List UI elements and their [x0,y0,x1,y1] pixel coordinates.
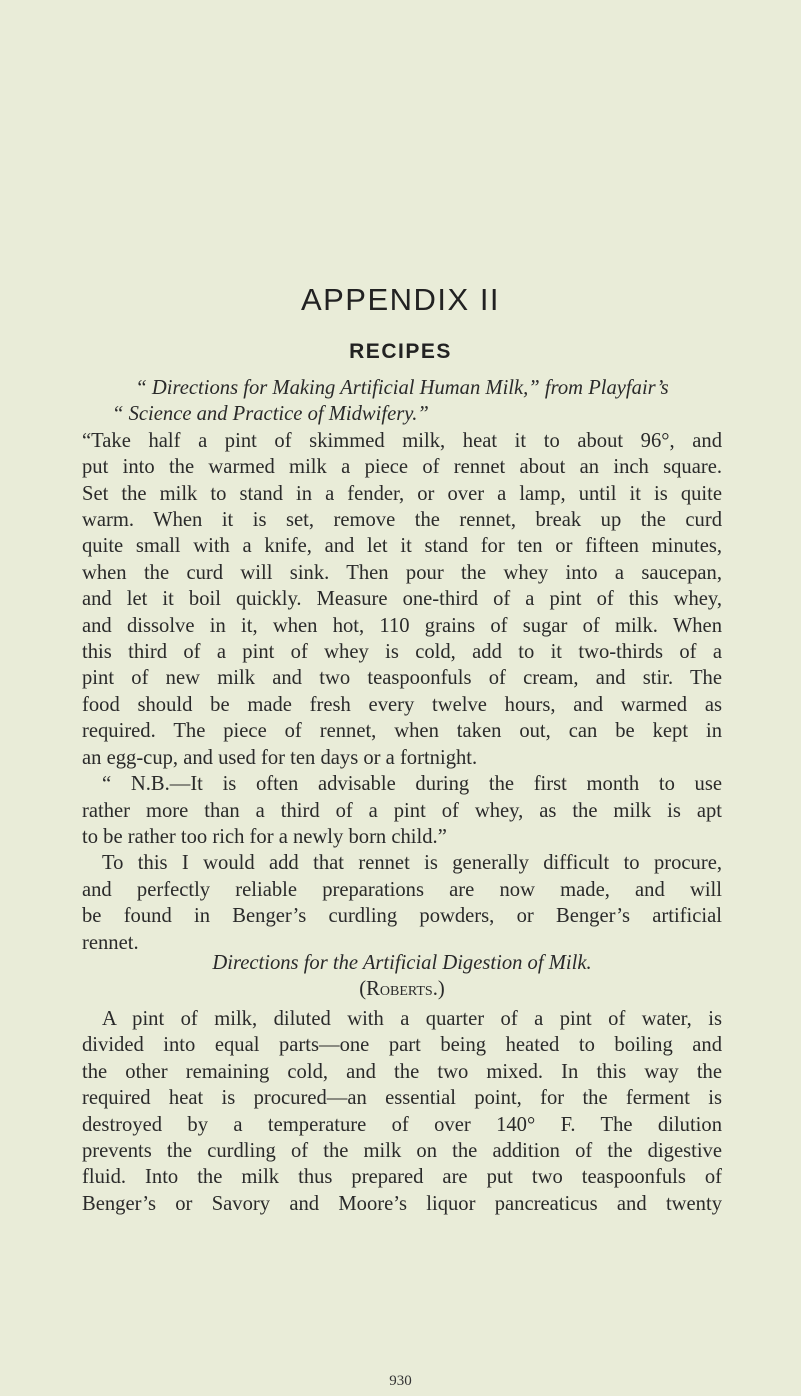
recipe-1-heading-line-1: “ Directions for Making Artificial Human Milk,” from Playfair’s [135,377,669,399]
recipe-2 [82,950,722,1003]
recipe-2-line: A pint of milk, diluted with a quarter of a pint of water, is [102,1008,722,1030]
recipe-2-line: Benger’s or Savory and Moore’s liquor pancreaticus and twenty [82,1192,722,1215]
recipe-1-line: quite small with a knife, and let it stand for ten or fifteen minutes, [82,535,722,558]
recipe-1-line: to be rather too rich for a newly born child.” [82,825,447,848]
appendix-title: APPENDIX II [300,282,501,317]
recipe-2-line: destroyed by a temperature of over 140° F. The dilution [82,1113,722,1136]
recipe-1-line: Set the milk to stand in a fender, or over a lamp, until it is quite [82,482,722,505]
recipe-2-body [82,1006,722,1217]
recipe-1-line: rennet. [82,931,139,954]
page-number: 930 [389,1373,412,1389]
recipe-1 [82,375,722,956]
recipe-2-line: prevents the curdling of the milk on the addition of the digestive [82,1140,722,1163]
recipe-1-line: rather more than a third of a pint of whey, as the milk is apt [82,799,722,822]
recipe-1-line: put into the warmed milk a piece of rennet about an inch square. [82,456,722,479]
recipe-2-line: required heat is procured—an essential point, for the ferment is [82,1087,722,1110]
recipe-1-line: “ N.B.—It is often advisable during the first month to use [102,773,722,796]
recipe-2-line: fluid. Into the milk thus prepared are put two teaspoonfuls of [82,1166,722,1189]
recipe-1-line: and let it boil quickly. Measure one-third of a pint of this whey, [82,588,722,611]
recipe-1-line: food should be made fresh every twelve hours, and warmed as [82,693,722,716]
recipe-1-line: an egg-cup, and used for ten days or a fortnight. [82,746,478,769]
recipe-1-line: “Take half a pint of skimmed milk, heat it to about 96°, and [82,429,722,452]
recipe-1-heading-line-2: “ Science and Practice of Midwifery.” [112,403,429,426]
recipe-2-line: the other remaining cold, and the two mixed. In this way the [82,1060,722,1083]
recipe-1-line: required. The piece of rennet, when taken out, can be kept in [82,720,722,743]
recipe-1-line: and perfectly reliable preparations are now made, and will [82,878,722,901]
recipe-1-line: this third of a pint of whey is cold, add to it two-thirds of a [82,641,722,664]
section-title: RECIPES [349,340,452,363]
recipe-1-line: be found in Benger’s curdling powders, or Benger’s artificial [82,905,722,928]
recipe-1-line: To this I would add that rennet is generally difficult to procure, [102,852,722,875]
recipe-1-line: pint of new milk and two teaspoonfuls of cream, and stir. The [82,667,722,690]
recipe-2-heading-line-2: (Roberts.) [359,978,445,1001]
recipe-2-heading-line-1: Directions for the Artificial Digestion of Milk. [212,952,592,974]
recipe-2-line: divided into equal parts—one part being heated to boiling and [82,1034,722,1057]
recipe-1-line: and dissolve in it, when hot, 110 grains of sugar of milk. When [82,614,722,637]
recipe-1-line: warm. When it is set, remove the rennet, break up the curd [82,509,722,532]
recipe-1-line: when the curd will sink. Then pour the whey into a saucepan, [82,561,722,584]
